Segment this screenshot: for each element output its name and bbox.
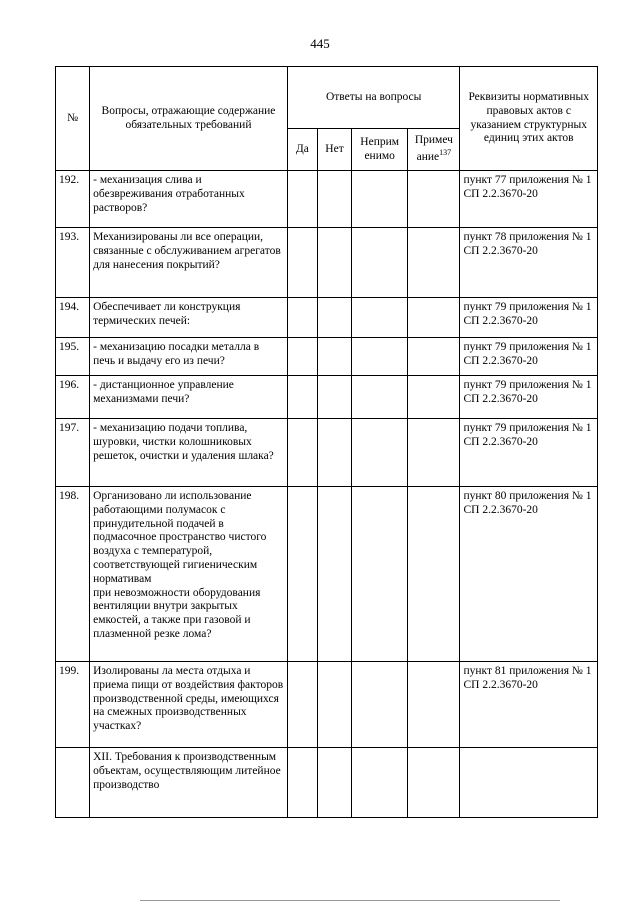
- answer-no-cell[interactable]: [317, 228, 351, 298]
- section-row: [56, 748, 598, 818]
- row-question: Механизированы ли все операции, связанные с обслуживанием агрегатов для нанесения покрытий?: [90, 228, 288, 298]
- row-requisite: пункт 81 приложения № 1 СП 2.2.3670-20: [460, 662, 598, 748]
- answer-na-cell: [352, 748, 408, 818]
- row-requisite: пункт 79 приложения № 1 СП 2.2.3670-20: [460, 419, 598, 487]
- header-note-label: Примеч ание: [414, 134, 453, 163]
- answer-no-cell: [317, 748, 351, 818]
- section-requisite-cell: [460, 748, 598, 818]
- answer-note-cell[interactable]: [408, 662, 460, 748]
- table-row: [56, 419, 598, 487]
- row-question: - механизацию подачи топлива, шуровки, чистки колошниковых решеток, очистки и удаления шлака?: [90, 419, 288, 487]
- table-row: [56, 298, 598, 338]
- header-no: Нет: [317, 129, 351, 171]
- header-answers: Ответы на вопросы: [287, 67, 460, 129]
- answer-note-cell[interactable]: [408, 298, 460, 338]
- answer-no-cell[interactable]: [317, 338, 351, 376]
- answer-yes-cell[interactable]: [287, 171, 317, 228]
- table-row: [56, 171, 598, 228]
- table-row: [56, 228, 598, 298]
- row-question-cell: [90, 487, 288, 662]
- answer-na-cell[interactable]: [352, 662, 408, 748]
- answer-note-cell: [408, 748, 460, 818]
- answer-na-cell[interactable]: [352, 419, 408, 487]
- answer-na-cell[interactable]: [352, 376, 408, 419]
- table-row: [56, 487, 598, 662]
- row-requisite: пункт 77 приложения № 1 СП 2.2.3670-20: [460, 171, 598, 228]
- header-note: [408, 129, 460, 171]
- row-question: - механизация слива и обезвреживания отработанных растворов?: [90, 171, 288, 228]
- row-number: 193.: [56, 228, 90, 298]
- row-question: Организовано ли использование работающими полумасок с принудительной подачей в подмасочное пространство чистого воздуха с температурой, соответствующей гигиеническим нормативам: [93, 490, 267, 585]
- row-number: 199.: [56, 662, 90, 748]
- answer-no-cell[interactable]: [317, 298, 351, 338]
- answer-note-cell[interactable]: [408, 338, 460, 376]
- row-question: Изолированы ла места отдыха и приема пищи от воздействия факторов производственной среды, имеющихся на смежных производственных участках?: [90, 662, 288, 748]
- row-requisite: пункт 78 приложения № 1 СП 2.2.3670-20: [460, 228, 598, 298]
- row-number: 195.: [56, 338, 90, 376]
- row-question: - дистанционное управление механизмами печи?: [90, 376, 288, 419]
- answer-note-cell[interactable]: [408, 487, 460, 662]
- header-question: Вопросы, отражающие содержание обязательных требований: [90, 67, 288, 171]
- header-note-footnote: 137: [439, 148, 452, 158]
- answer-yes-cell[interactable]: [287, 662, 317, 748]
- row-question-extra: при невозможности оборудования вентиляции внутри закрытых емкостей, а также при газовой и плазменной резке лома?: [93, 586, 261, 640]
- answer-na-cell[interactable]: [352, 338, 408, 376]
- answer-no-cell[interactable]: [317, 662, 351, 748]
- answer-na-cell[interactable]: [352, 228, 408, 298]
- section-title: XII. Требования к производственным объектам, осуществляющим литейное производство: [90, 748, 288, 818]
- header-number: №: [56, 67, 90, 171]
- answer-no-cell[interactable]: [317, 487, 351, 662]
- row-number: 192.: [56, 171, 90, 228]
- table-row: [56, 338, 598, 376]
- row-requisite: пункт 80 приложения № 1 СП 2.2.3670-20: [460, 487, 598, 662]
- answer-na-cell[interactable]: [352, 298, 408, 338]
- table-row: [56, 376, 598, 419]
- row-number: 197.: [56, 419, 90, 487]
- row-number: 198.: [56, 487, 90, 662]
- row-requisite: пункт 79 приложения № 1 СП 2.2.3670-20: [460, 338, 598, 376]
- row-number: 196.: [56, 376, 90, 419]
- answer-yes-cell[interactable]: [287, 338, 317, 376]
- answer-yes-cell[interactable]: [287, 419, 317, 487]
- answer-note-cell[interactable]: [408, 419, 460, 487]
- answer-no-cell[interactable]: [317, 171, 351, 228]
- answer-yes-cell: [287, 748, 317, 818]
- answer-no-cell[interactable]: [317, 376, 351, 419]
- row-number: 194.: [56, 298, 90, 338]
- answer-note-cell[interactable]: [408, 171, 460, 228]
- answer-yes-cell[interactable]: [287, 376, 317, 419]
- answer-note-cell[interactable]: [408, 228, 460, 298]
- checklist-table: [55, 66, 598, 818]
- answer-yes-cell[interactable]: [287, 298, 317, 338]
- page-number: 445: [310, 36, 330, 51]
- row-requisite: пункт 79 приложения № 1 СП 2.2.3670-20: [460, 298, 598, 338]
- row-question: - механизацию посадки металла в печь и выдачу его из печи?: [90, 338, 288, 376]
- table-row: [56, 662, 598, 748]
- scan-edge-line: [140, 900, 560, 901]
- answer-yes-cell[interactable]: [287, 228, 317, 298]
- row-requisite: пункт 79 приложения № 1 СП 2.2.3670-20: [460, 376, 598, 419]
- answer-note-cell[interactable]: [408, 376, 460, 419]
- header-not-applicable: Неприм енимо: [352, 129, 408, 171]
- header-requisites: Реквизиты нормативных правовых актов с указанием структурных единиц этих актов: [460, 67, 598, 171]
- section-number-cell: [56, 748, 90, 818]
- answer-na-cell[interactable]: [352, 487, 408, 662]
- header-yes: Да: [287, 129, 317, 171]
- row-question: Обеспечивает ли конструкция термических печей:: [90, 298, 288, 338]
- answer-na-cell[interactable]: [352, 171, 408, 228]
- answer-no-cell[interactable]: [317, 419, 351, 487]
- answer-yes-cell[interactable]: [287, 487, 317, 662]
